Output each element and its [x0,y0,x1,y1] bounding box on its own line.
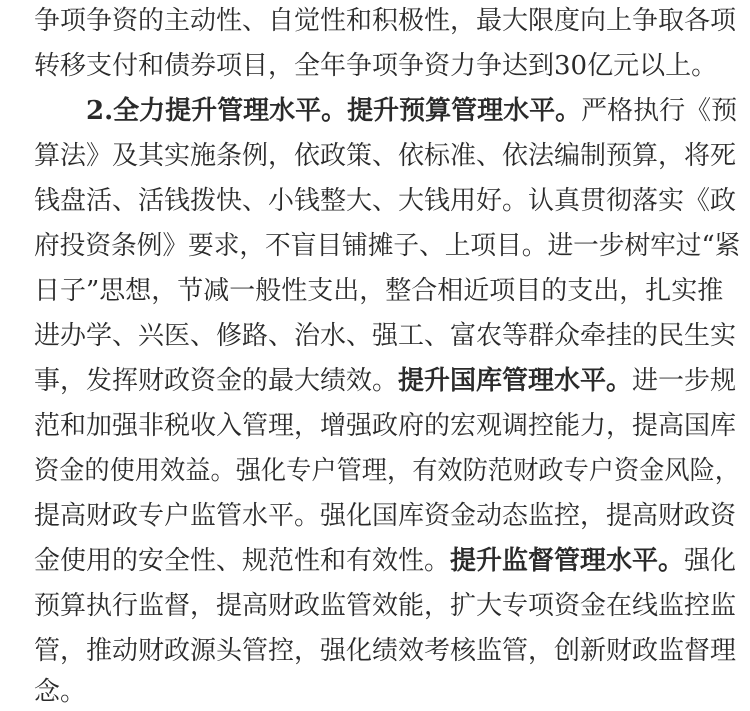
line-segment: 预算执行监督，提高财政监管效能，扩大专项资金在线监控监 [34,591,737,621]
line-segment: 金使用的安全性、规范性和有效性。 [34,546,451,576]
line-segment: 争项争资的主动性、自觉性和积极性，最大限度向上争取各项 [34,6,737,36]
text-line-10 [34,413,736,439]
line-segment: 严格执行《预 [581,96,738,126]
line-segment: 日子”思想，节减一般性支出，整合相近项目的支出，扎实推 [34,276,724,306]
text-line-4 [34,143,736,169]
line-segment: 钱盘活、活钱拨快、小钱整大、大钱用好。认真贯彻落实《政 [34,186,737,216]
text-line-1 [34,8,736,34]
line-segment: 提高财政专户监管水平。强化国库资金动态监控，提高财政资 [34,501,737,531]
text-line-13 [34,548,736,574]
text-line-15 [34,638,736,664]
text-line-6 [34,233,740,259]
line-segment: 强化 [684,546,737,576]
line-segment: 府投资条例》要求，不盲目铺摊子、上项目。进一步树牢过“紧 [34,231,741,261]
line-segment: 事，发挥财政资金的最大绩效。 [34,366,399,396]
text-line-5 [34,188,736,214]
line-segment: 范和加强非税收入管理，增强政府的宏观调控能力，提高国库 [34,411,737,441]
text-line-14 [34,593,736,619]
line-segment: 进一步规 [632,366,737,396]
line-segment: 转移支付和债券项目，全年争项争资力争达到30亿元以上。 [34,51,718,81]
text-line-3 [86,98,737,124]
line-segment: 算法》及其实施条例，依政策、依标准、依法编制预算，将死 [34,141,737,171]
text-line-12 [34,503,736,529]
line-segment: 念。 [34,677,87,707]
subheading-treasury: 提升国库管理水平。 [398,366,633,396]
line-segment: 资金的使用效益。强化专户管理，有效防范财政专户资金风险， [34,456,741,486]
text-line-11 [34,458,740,484]
section-heading: 2.全力提升管理水平。 [86,96,348,126]
text-line-8 [34,323,736,349]
subheading-budget: 提升预算管理水平。 [347,96,582,126]
subheading-supervision: 提升监督管理水平。 [450,546,685,576]
line-segment: 进办学、兴医、修路、治水、强工、富农等群众牵挂的民生实 [34,321,737,351]
text-line-16 [34,679,86,705]
line-segment: 管，推动财政源头管控，强化绩效考核监管，创新财政监督理 [34,636,737,666]
text-line-9 [34,368,736,394]
text-line-2 [34,53,717,79]
text-line-7 [34,278,723,304]
